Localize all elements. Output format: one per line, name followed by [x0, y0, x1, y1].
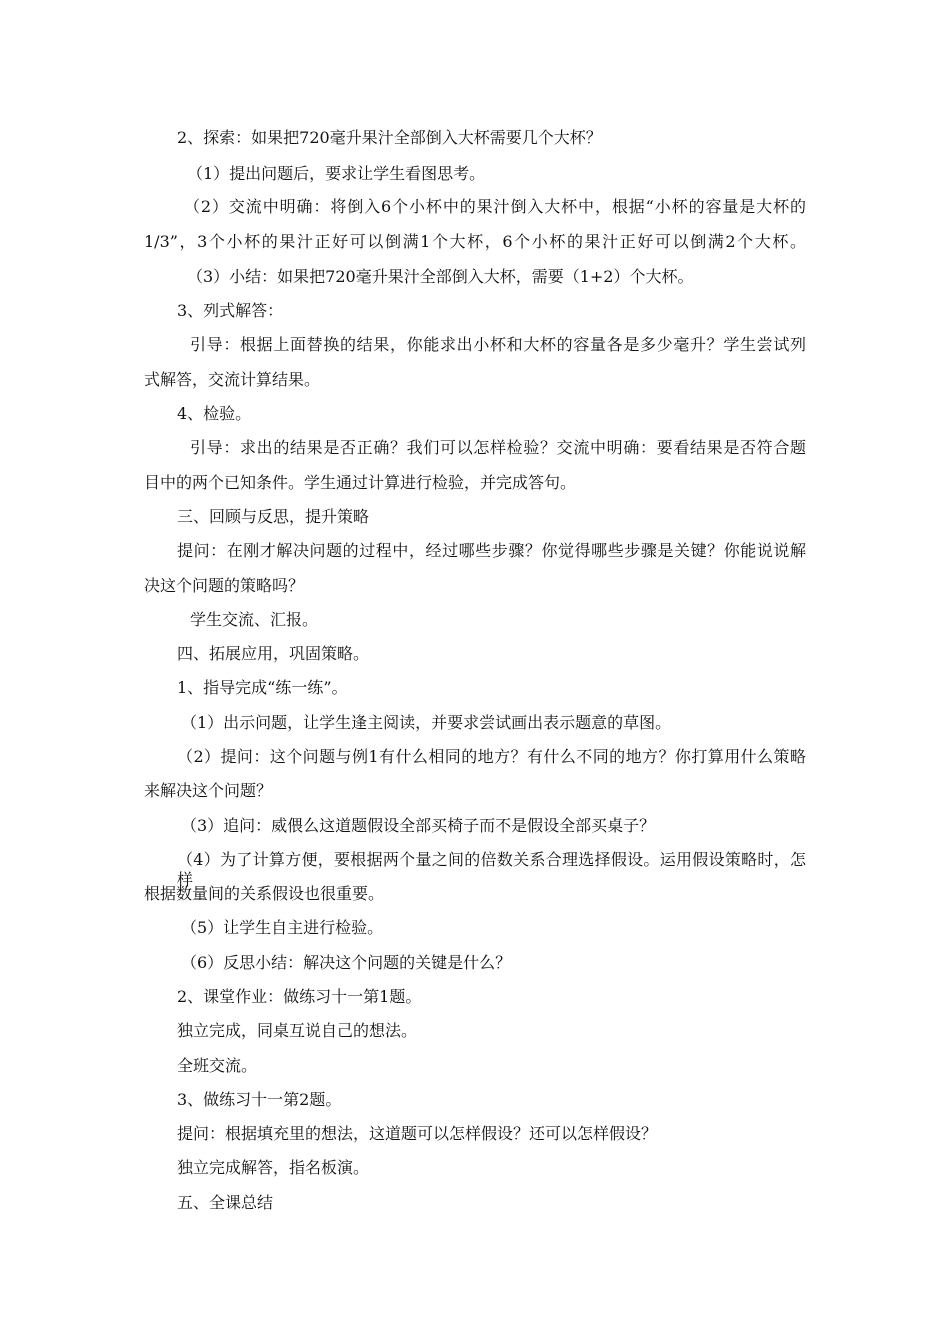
text-line: （4）为了计算方便，要根据两个量之间的倍数关系合理选择假设。运用假设策略时，怎样 [177, 850, 806, 889]
text-line: 式解答，交流计算结果。 [144, 370, 321, 389]
text-line: 根据数量间的关系假设也很重要。 [144, 884, 385, 903]
text-line: 4、检验。 [177, 404, 252, 423]
text-line: 四、拓展应用，巩固策略。 [177, 644, 370, 663]
text-line: 来解决这个问题？ [144, 781, 273, 800]
text-line: （3）小结：如果把720毫升果汁全部倒入大杯，需要（1+2）个大杯。 [187, 267, 694, 286]
text-line: 决这个问题的策略吗？ [144, 576, 305, 595]
text-line: 独立完成解答，指名板演。 [177, 1158, 370, 1177]
text-line: 3、列式解答： [177, 301, 284, 320]
text-line: 引导：根据上面替换的结果，你能求出小杯和大杯的容量各是多少毫升？学生尝试列 [190, 335, 806, 354]
text-line: （6）反思小结：解决这个问题的关键是什么？ [181, 953, 512, 972]
text-line: （1）出示问题，让学生逢主阅读，并要求尝试画出表示题意的草图。 [181, 713, 672, 732]
text-line: 学生交流、汇报。 [190, 610, 319, 629]
text-line: （2）交流中明确：将倒入6个小杯中的果汁倒入大杯中，根据“小杯的容量是大杯的 [184, 197, 806, 216]
text-line: 1、指导完成“练一练”。 [177, 678, 348, 697]
text-line: 提问：根据填充里的想法，这道题可以怎样假设？还可以怎样假设？ [177, 1124, 658, 1143]
text-line: 五、全课总结 [177, 1193, 274, 1212]
text-line: 独立完成，同桌互说自己的想法。 [177, 1021, 418, 1040]
text-line: （2）提问：这个问题与例1有什么相同的地方？有什么不同的地方？你打算用什么策略 [177, 747, 806, 766]
text-line: 2、探索：如果把720毫升果汁全部倒入大杯需要几个大杯？ [177, 128, 602, 147]
text-line: （5）让学生自主进行检验。 [181, 918, 384, 937]
text-line: 目中的两个已知条件。学生通过计算进行检验，并完成答句。 [144, 473, 577, 492]
text-line: 1/3”，3个小杯的果汁正好可以倒满1个大杯，6个小杯的果汁正好可以倒满2个大杯。 [144, 232, 806, 251]
text-line: （1）提出问题后，要求让学生看图思考。 [187, 164, 486, 183]
text-line: （3）追问：威偎么这道题假设全部买椅子而不是假设全部买桌子？ [181, 816, 656, 835]
text-line: 三、回顾与反思，提升策略 [177, 507, 370, 526]
text-line: 3、做练习十一第2题。 [177, 1090, 342, 1109]
text-line: 引导：求出的结果是否正确？我们可以怎样检验？交流中明确：要看结果是否符合题 [190, 438, 806, 457]
text-line: 提问：在刚才解决问题的过程中，经过哪些步骤？你觉得哪些步骤是关键？你能说说解 [177, 541, 806, 560]
text-line: 2、课堂作业：做练习十一第1题。 [177, 987, 422, 1006]
text-line: 全班交流。 [177, 1056, 258, 1075]
